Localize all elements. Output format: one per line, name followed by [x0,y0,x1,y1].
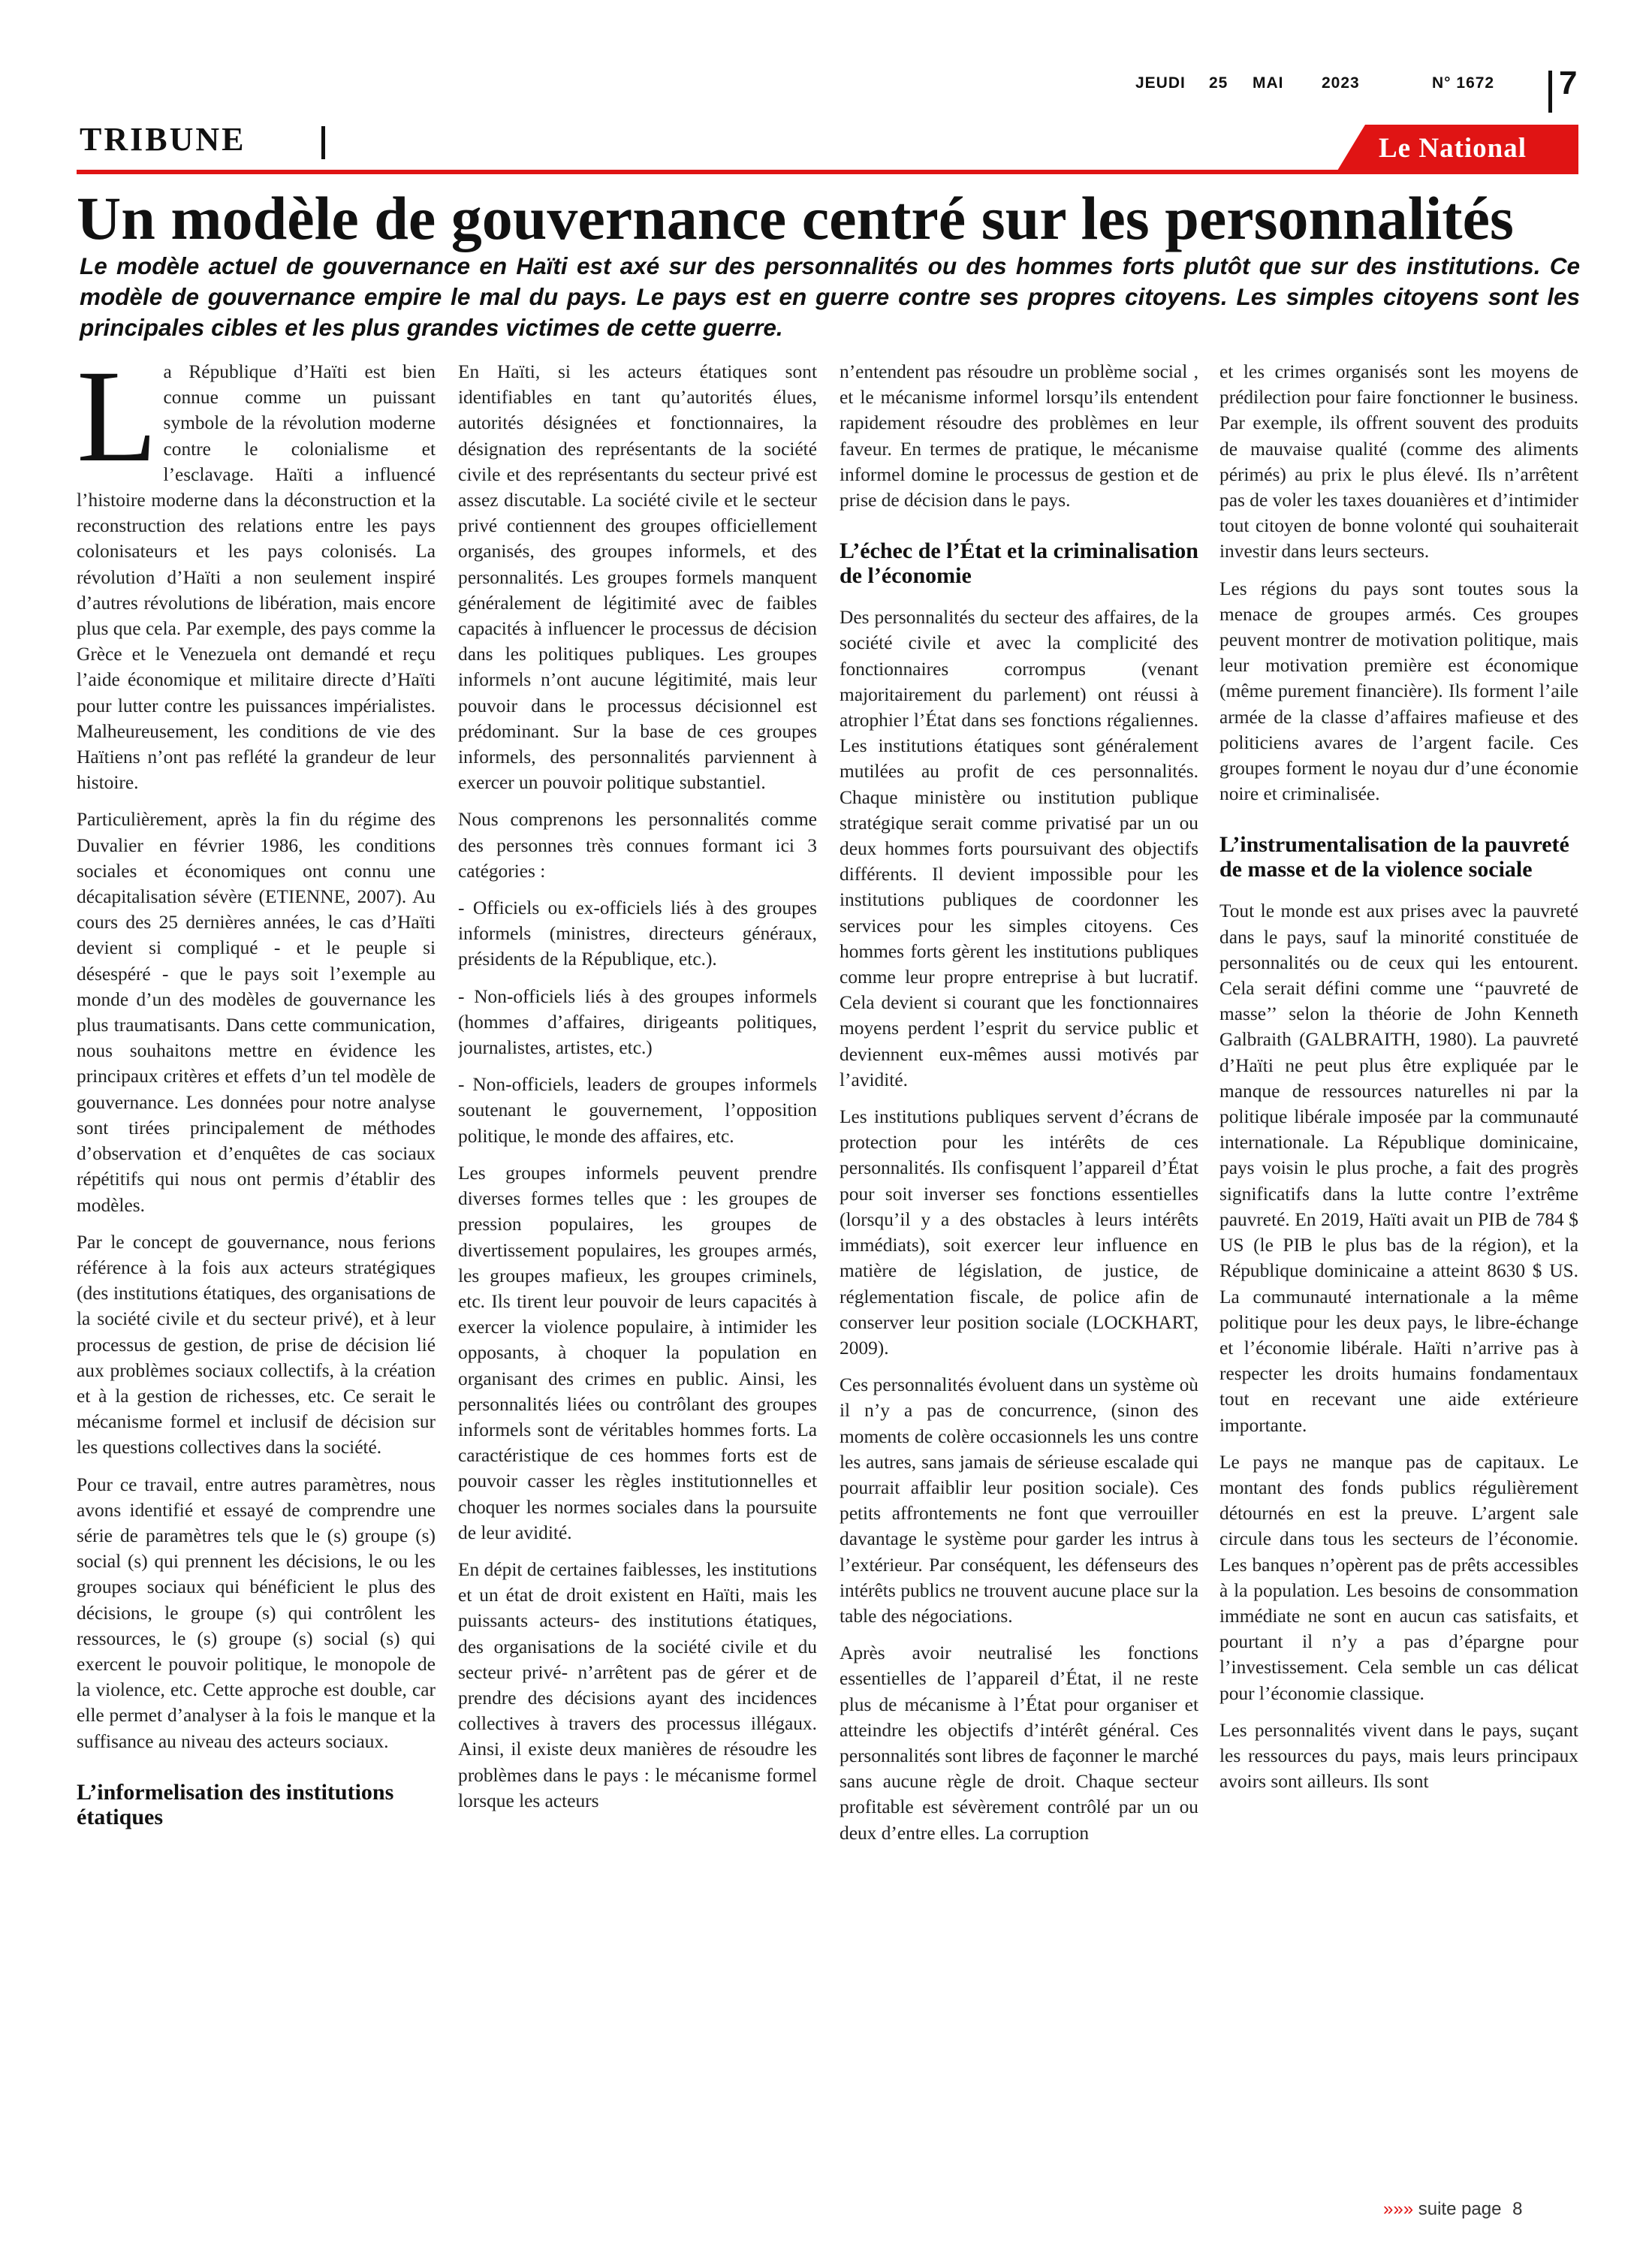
continued-on-link[interactable] [1383,2199,1523,2220]
section-divider [321,126,325,159]
paragraph: Par le concept de gouvernance, nous ferions référence à la fois aux acteurs stratégiques (des institutions étatiques, des organisations de la société civile et du secteur privé), et à leur processus de gestion, de prise de décision lié aux problèmes sociaux collectifs, à la création et à la gestion de richesses, etc. Ce serait le mécanisme formel et inclusif de décision sur les questions collectives dans la société. [77,1231,436,1458]
paragraph: et les crimes organisés sont les moyens de prédilection pour faire fonctionner le business. Par exemple, ils offrent souvent des produits de mauvaise qualité (comme des aliments périmés) au prix le plus élevé. Ils n’arrêtent pas de voler les taxes douanières et d’intimider tout citoyen de bonne volonté qui souhaiterait investir dans leurs secteurs. [1219,361,1578,562]
paragraph: n’entendent pas résoudre un problème social , et le mécanisme informel lorsqu’ils entendent rapidement résoudre des problèmes en leur faveur. En termes de pratique, le mécanisme informel domine le processus de gestion et de prise de décision dans le pays. [840,361,1198,511]
paragraph [77,359,436,795]
masthead [0,0,1652,173]
article-column-4 [1219,359,1578,2169]
paragraph: Après avoir neutralisé les fonctions essentielles de l’appareil d’État, il ne reste plus de mécanisme à l’État pour organiser et atteindre les objectifs d’intérêt général. Ces personnalités sont libres de façonner le marché sans aucune règle de droit. Chaque secteur profitable est sévèrement contrôlé par un ou deux d’entre elles. La corruption [840,1642,1198,1844]
page-number-divider [1548,71,1552,113]
continued-label: suite page [1418,2199,1502,2219]
article-title: Un modèle de gouvernance centré sur les personnalités [77,184,1514,252]
issue-date-number: 25 [1209,74,1228,92]
paragraph: Pour ce travail, entre autres paramètres, nous avons identifié et essayé de comprendre une série de paramètres tels que le (s) groupe (s) social (s) qui prennent les décisions, le ou les groupes sociaux qui bénéficient le plus des décisions, le groupe (s) qui contrôlent les ressources, le (s) groupe (s) social (s) qui exercent le pouvoir politique, le monopole de la violence, etc. Cette approche est double, car elle permet d’analyser à la fois le manque et la suffisance au niveau des acteurs sociaux. [77,1473,436,1752]
article-column-3 [840,359,1198,2169]
paragraph: Des personnalités du secteur des affaires, de la société civile et avec la complicité des fonctionnaires corrompus (venant majoritairement du parlement) ont réussi à atrophier l’État dans ses fonctions régaliennes. Les institutions étatiques sont généralement mutilées au profit de ces personnalités. Chaque ministère ou institution publique stratégique serait comme privatisé par un ou deux hommes forts poursuivant des objectifs différents. Il devient impossible pour les institutions publiques de coordonner les services pour les simples citoyens. Ces hommes forts gèrent les institutions publiques comme leur propre entreprise à but lucratif. Cela devient si courant que les fonctionnaires moyens perdent l’esprit du service public et deviennent eux-mêmes aussi motivés par l’avidité. [840,607,1198,1090]
paragraph: Le pays ne manque pas de capitaux. Le montant des fonds publics régulièrement détournés en est la preuve. L’argent sale circule dans tous les secteurs de l’économie. Les banques n’opèrent pas de prêts accessibles à la population. Les besoins de consommation immédiate ne sont en aucun cas satisfaits, et pourtant il n’y a pas d’épargne pour l’investissement. Cela semble un cas délicat pour l’économie classique. [1219,1451,1578,1704]
paragraph: En dépit de certaines faiblesses, les institutions et un état de droit existent en Haïti, mais les puissants acteurs- des institutions étatiques, des organisations de la société civile et du secteur privé- n’arrêtent pas de gérer et de prendre des décisions ayant des incidences collectives à travers des processus illégaux. Ainsi, il existe deux manières de résoudre les problèmes dans le pays : le mécanisme formel lorsque les acteurs [458,1558,817,1811]
paragraph-text: a République d’Haïti est bien connue comme un puissant symbole de la révolution moderne contre le colonialisme et l’esclavage. Haïti a influencé l’histoire moderne dans la déconstruction et la reconstruction des relations entre les pays colonisateurs et les pays colonisés. La révolution d’Haïti a non seulement inspiré d’autres révolutions de libération, mais encore plus que cela. Par exemple, des pays comme la Grèce et le Venezuela ont demandé et reçu l’aide économique et militaire directe d’Haïti pour lutter contre les puissances impérialistes. Malheureusement, les conditions de vie des Haïtiens n’ont pas reflété la grandeur de leur histoire. [77,361,436,794]
page-number: 7 [1559,65,1578,101]
list-item: - Non-officiels liés à des groupes informels (hommes d’affaires, dirigeants politiques, journalistes, artistes, etc.) [458,985,817,1059]
chevrons-right-icon: »»» [1383,2199,1414,2219]
issue-number: N° 1672 [1432,74,1495,92]
paragraph: Nous comprenons les personnalités comme des personnes très connues formant ici 3 catégories : [458,809,817,882]
article-column-1 [77,359,436,2169]
paragraph: Les régions du pays sont toutes sous la menace de groupes armés. Ces groupes peuvent montrer de motivation politique, mais leur motivation première est économique (même purement financière). Ils forment l’aile armée de la classe d’affaires mafieuse et des politiciens avares de l’argent facile. Ces groupes forment le noyau dur d’une économie noire et criminalisée. [1219,578,1578,805]
paragraph: Les institutions publiques servent d’écrans de protection pour les intérêts de ces personnalités. Ils confisquent l’appareil d’État pour soit inverser ses fonctions essentielles (lorsqu’il y a des obstacles à leurs intérêts immédiats), soit exercer leur influence en matière de législation, de justice, de réglementation fiscale, de police afin de conserver leur position sociale (LOCKHART, 2009). [840,1106,1198,1359]
issue-month: MAI [1253,74,1284,92]
paragraph: Les groupes informels peuvent prendre diverses formes telles que : les groupes de pression populaires, les groupes de divertissement populaires, les groupes armés, les groupes mafieux, les groupes criminels, etc. Ils tirent leur pouvoir de leurs capacités à exercer la violence populaire, à intimider les opposants, à choquer la population en organisant des crimes en public. Ainsi, les personnalités liées ou contrôlant des groupes informels sont de véritables hommes forts. La caractéristique de ces hommes forts est de pouvoir casser les règles institutionnelles et choquer les normes sociales dans la poursuite de leur avidité. [458,1162,817,1543]
paragraph: En Haïti, si les acteurs étatiques sont identifiables en tant qu’autorités élues, autorités désignées et fonctionnaires, la désignation des représentants de la société civile et des représentants du secteur privé est assez discutable. La société civile et le secteur privé contiennent des groupes officiellement organisés, des groupes informels, et des personnalités. Les groupes formels manquent généralement de légitimité avec de faibles capacités à influencer le processus de décision dans les politiques publiques. Les groupes informels n’ont aucune légitimité, mais leur pouvoir dans le processus décisionnel est prédominant. Sur la base de ces groupes informels, des personnalités parviennent à exercer un pouvoir politique substantiel. [458,361,817,794]
continued-page-number: 8 [1512,2199,1523,2219]
subheading: L’instrumentalisation de la pauvreté de masse et de la violence sociale [1219,832,1569,882]
paragraph: Ces personnalités évoluent dans un système où il n’y a pas de concurrence, (sinon des moments de colère occasionnels les uns contre les autres, sans jamais de sérieuse escalade qui pourrait affaiblir leur position sociale). Ces petits affrontements ne font que verrouiller davantage le système pour garder les intrus à l’extérieur. Par conséquent, les défenseurs des intérêts publics ne trouvent aucune place sur la table des négociations. [840,1374,1198,1627]
subheading: L’informelisation des institutions étatiques [77,1779,394,1829]
brand-name: Le National [1379,133,1527,164]
article-column-2 [458,359,817,2169]
list-item: - Officiels ou ex-officiels liés à des groupes informels (ministres, directeurs généraux, présidents de la République, etc.). [458,897,817,970]
list-item: - Non-officiels, leaders de groupes informels soutenant le gouvernement, l’opposition politique, le monde des affaires, etc. [458,1074,817,1147]
paragraph: Tout le monde est aux prises avec la pauvreté dans le pays, sauf la minorité constituée de personnalités ou de ceux qui les entourent. Cela serait défini comme une ‘‘pauvreté de masse’’ selon la théorie de John Kenneth Galbraith (GALBRAITH, 1980). La pauvreté d’Haïti ne peut plus être expliquée par le manque de ressources naturelles ni par la politique libérale imposée par la communauté internationale. La République dominicaine, pays voisin le plus proche, a fait des progrès significatifs dans la lutte contre l’extrême pauvreté. En 2019, Haïti avait un PIB de 784 $ US (le PIB le plus bas de la région), et la République dominicaine a atteint 8630 $ US. La communauté internationale a la même politique pour les deux pays, le libre-échange et l’économie libérale. Haïti n’arrive pas à respecter les droits humains fondamentaux tout en recevant une aide extérieure importante. [1219,900,1578,1436]
paragraph: Les personnalités vivent dans le pays, suçant les ressources du pays, mais leurs principaux avoirs sont ailleurs. Ils sont [1219,1719,1578,1793]
article-lede: Le modèle actuel de gouvernance en Haïti est axé sur des personnalités ou des hommes forts plutôt que sur des institutions. Ce modèle de gouvernance empire le mal du pays. Le pays est en guerre contre ses propres citoyens. Les simples citoyens sont les principales cibles et les plus grandes victimes de cette guerre. [80,252,1580,341]
subheading: L’échec de l’État et la criminalisation de l’économie [840,538,1198,589]
issue-day: JEUDI [1135,74,1186,92]
drop-cap: L [77,359,158,490]
issue-year: 2023 [1322,74,1360,92]
paragraph: Particulièrement, après la fin du régime des Duvalier en février 1986, les conditions sociales et économiques ont connu une décapitalisation sévère (ETIENNE, 2007). Au cours des 25 dernières années, le cas d’Haïti devient si compliqué - et le peuple si désespéré - que le pays soit l’exemple au monde d’un des modèles de gouvernance les plus traumatisants. Dans cette communication, nous souhaitons mettre en évidence les principaux critères et effets d’un tel modèle de gouvernance. Les données pour notre analyse sont tirées principalement de méthodes d’observation et d’enquêtes de cas sociaux répétitifs qui nous ont permis d’établir des modèles. [77,809,436,1216]
section-label: TRIBUNE [80,121,246,158]
